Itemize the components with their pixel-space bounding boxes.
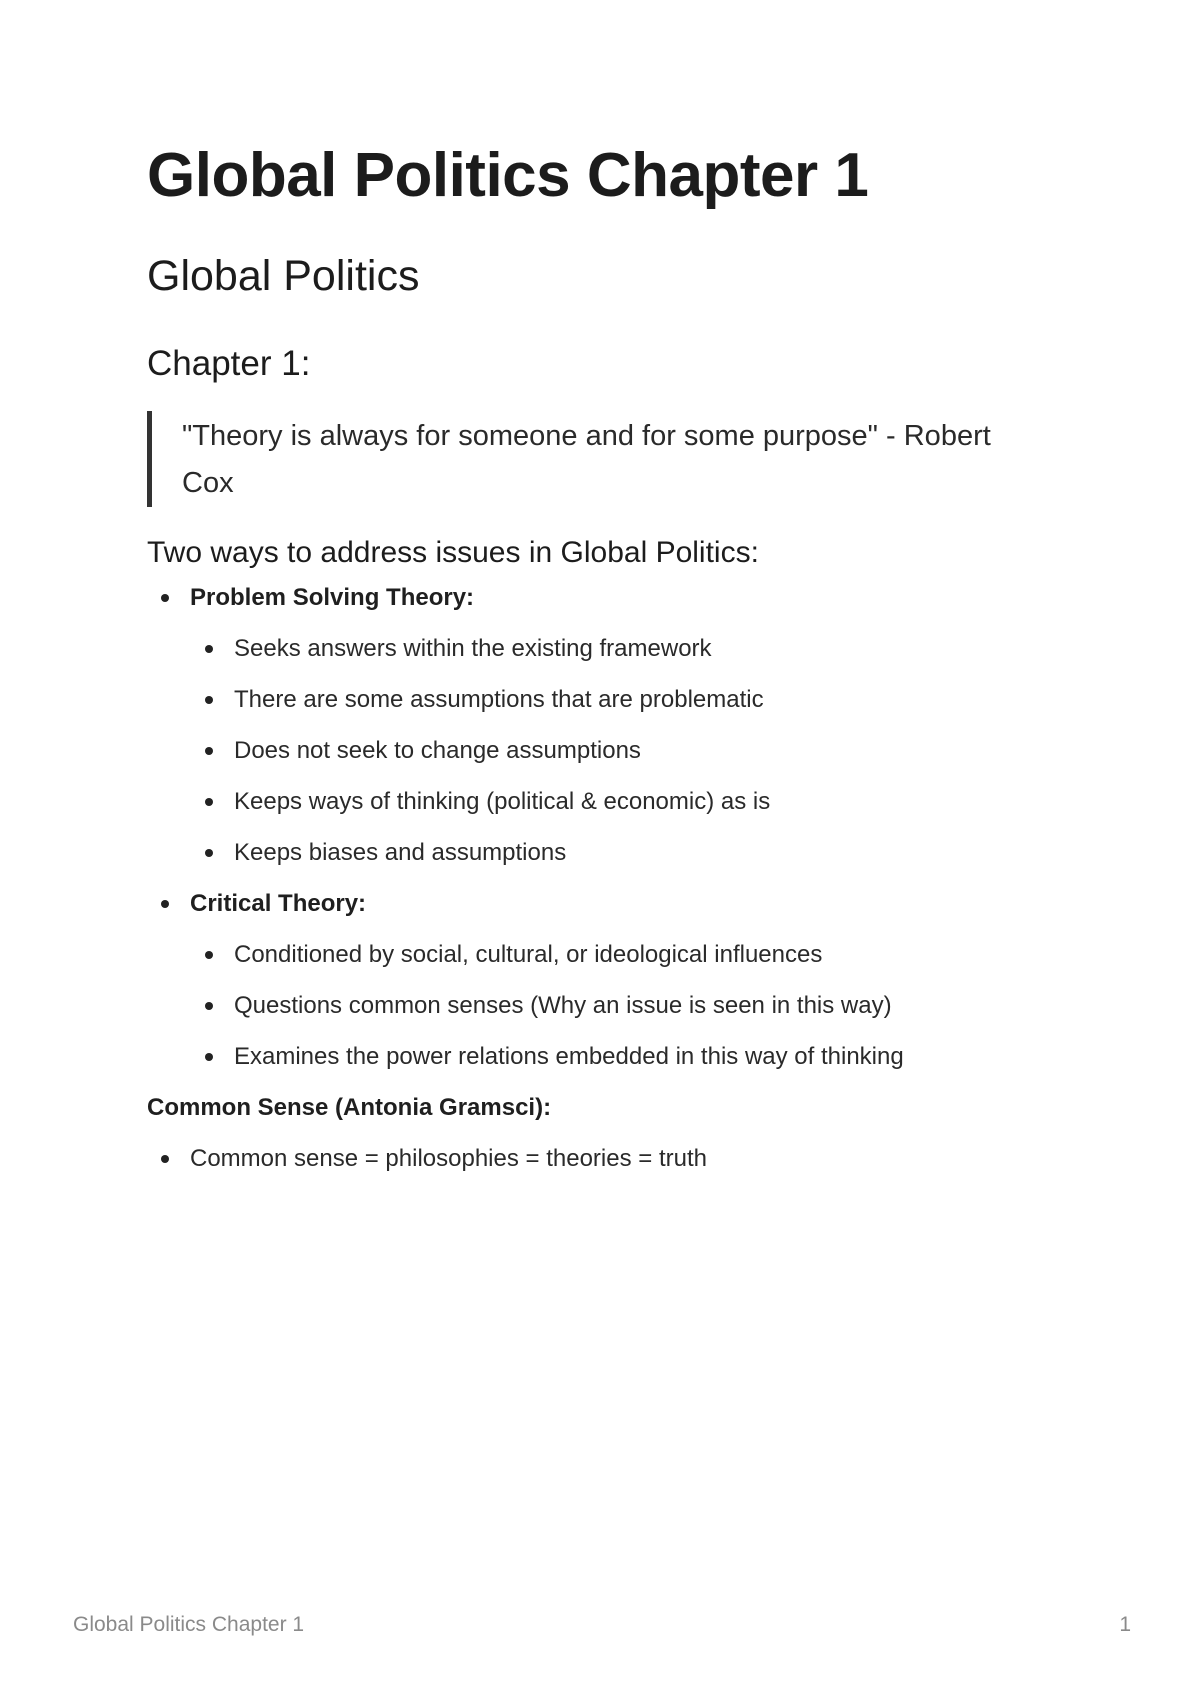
list-item: There are some assumptions that are problematic xyxy=(147,674,1053,725)
list-item: Conditioned by social, cultural, or ideological influences xyxy=(147,929,1053,980)
heading-chapter: Chapter 1: xyxy=(147,343,311,383)
heading-two-ways: Two ways to address issues in Global Politics: xyxy=(147,535,759,569)
list-item: Does not seek to change assumptions xyxy=(147,725,1053,776)
list-item: Keeps biases and assumptions xyxy=(147,827,1053,878)
list-item: Common sense = philosophies = theories = truth xyxy=(147,1133,1053,1184)
list-item-problem-solving xyxy=(147,572,1053,623)
document-title: Global Politics Chapter 1 xyxy=(147,141,869,210)
list-item-label: Critical Theory: xyxy=(190,889,367,917)
list-item-label: Problem Solving Theory: xyxy=(190,583,475,611)
footer-page-number: 1 xyxy=(1119,1613,1131,1636)
sublist-critical-theory xyxy=(147,929,1053,1082)
list-item: Examines the power relations embedded in this way of thinking xyxy=(147,1031,1053,1082)
heading-global-politics: Global Politics xyxy=(147,252,420,301)
list-item: Questions common senses (Why an issue is seen in this way) xyxy=(147,980,1053,1031)
theory-list xyxy=(147,572,1053,1082)
list-item: Keeps ways of thinking (political & economic) as is xyxy=(147,776,1053,827)
common-sense-heading: Common Sense (Antonia Gramsci): xyxy=(147,1093,552,1121)
common-sense-list xyxy=(147,1133,1053,1184)
sublist-problem-solving xyxy=(147,623,1053,878)
quote-block: "Theory is always for someone and for some purpose" - Robert Cox xyxy=(147,411,1012,507)
footer-document-name: Global Politics Chapter 1 xyxy=(73,1613,305,1636)
list-item: Seeks answers within the existing framework xyxy=(147,623,1053,674)
list-item-critical-theory xyxy=(147,878,1053,929)
page-content xyxy=(147,140,1053,1184)
